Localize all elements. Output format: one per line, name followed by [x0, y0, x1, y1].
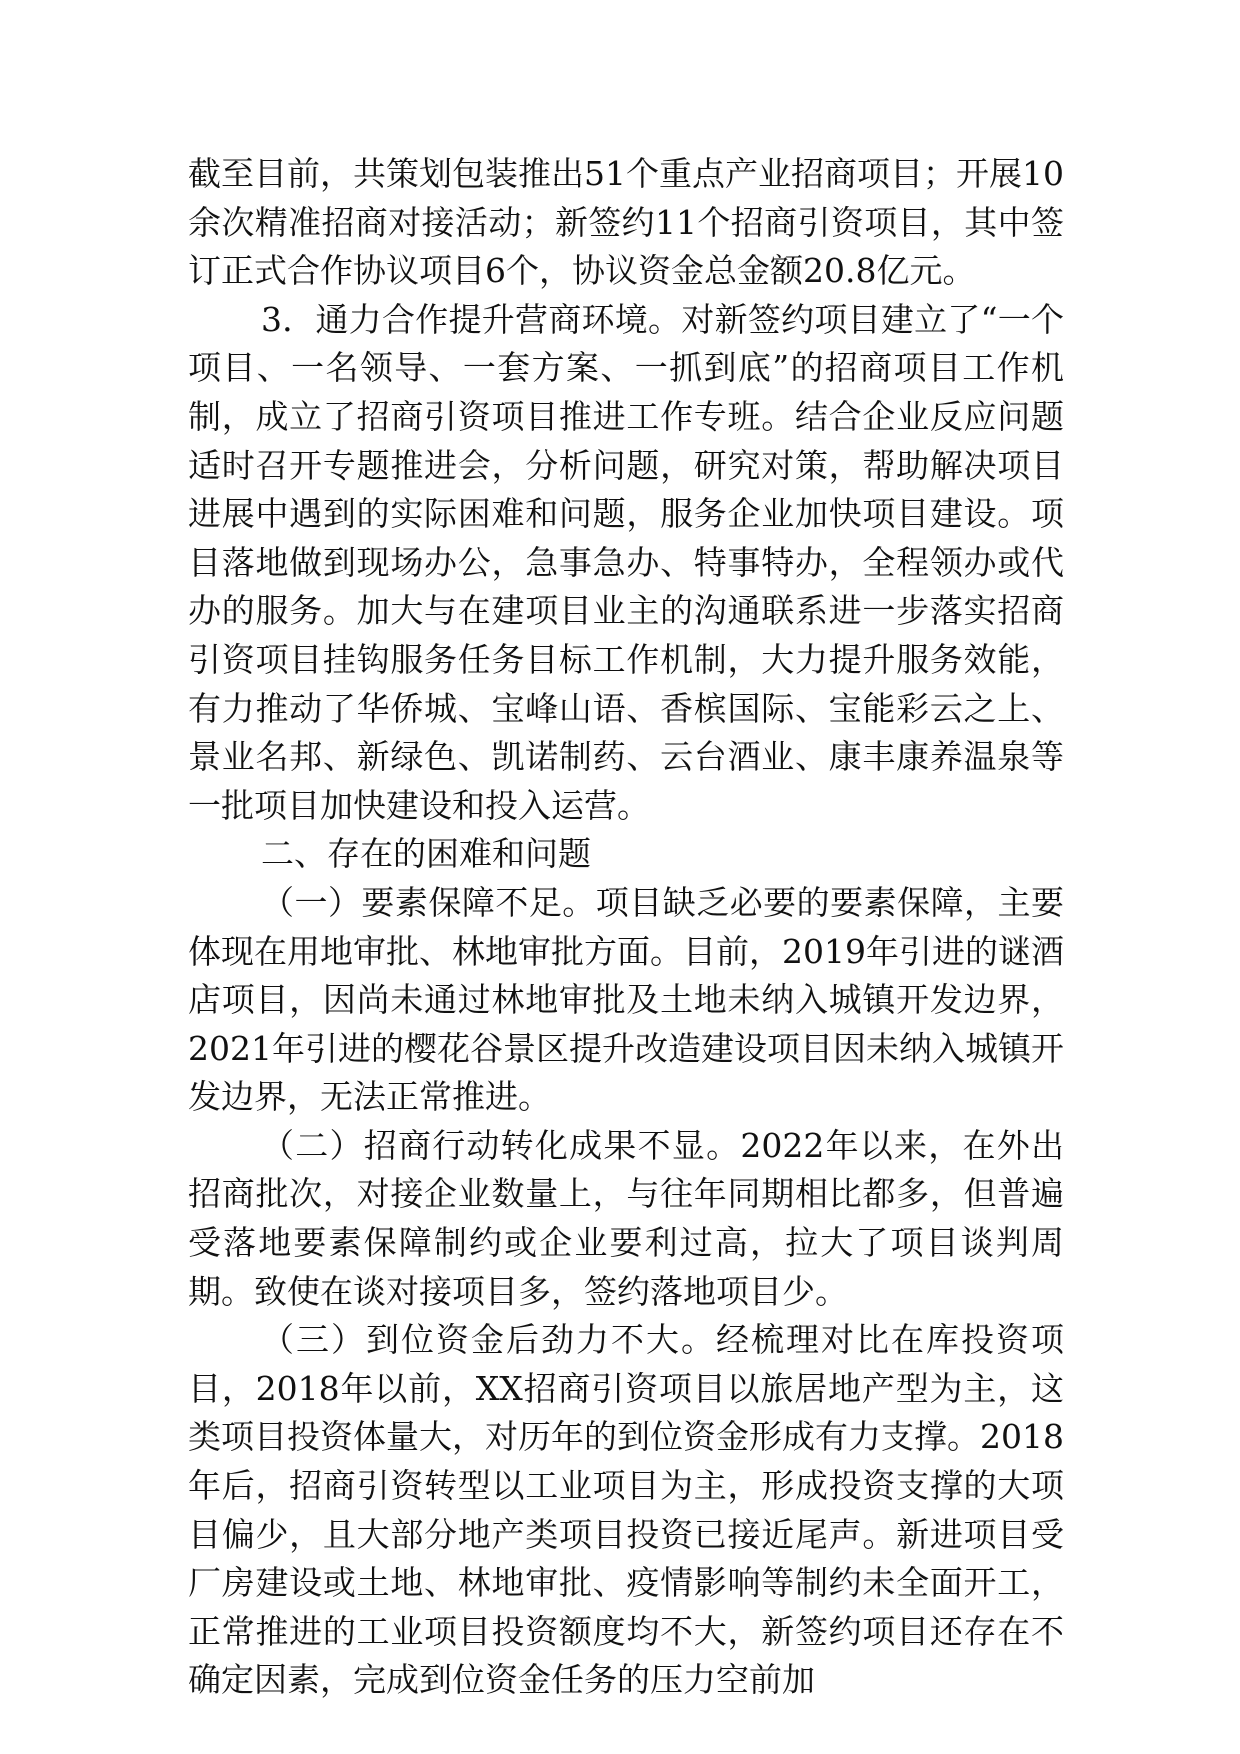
paragraph-investment-summary: 截至目前，共策划包装推出51个重点产业招商项目；开展10余次精准招商对接活动；新签约11个招商引资项目，其中签订正式合作协议项目6个，协议资金总金额20.8亿元。: [188, 154, 1064, 291]
paragraph-conversion-results: （二）招商行动转化成果不显。2022年以来，在外出招商批次，对接企业数量上，与往年同期相比都多，但普遍受落地要素保障制约或企业要利过高，拉大了项目谈判周期。致使在谈对接项目多，签约落地项目少。: [188, 1125, 1064, 1311]
paragraph-factor-guarantee: （一）要素保障不足。项目缺乏必要的要素保障，主要体现在用地审批、林地审批方面。目前，2019年引进的谜酒店项目，因尚未通过林地审批及土地未纳入城镇开发边界，2021年引进的樱花谷景区提升改造建设项目因未纳入城镇开发边界，无法正常推进。: [188, 882, 1064, 1117]
paragraph-business-environment: 3．通力合作提升营商环境。对新签约项目建立了“一个项目、一名领导、一套方案、一抓到底”的招商项目工作机制，成立了招商引资项目推进工作专班。结合企业反应问题适时召开专题推进会，分析问题，研究对策，帮助解决项目进展中遇到的实际困难和问题，服务企业加快项目建设。项目落地做到现场办公，急事急办、特事特办，全程领办或代办的服务。加大与在建项目业主的沟通联系进一步落实招商引资项目挂钩服务任务目标工作机制，大力提升服务效能，有力推动了华侨城、宝峰山语、香槟国际、宝能彩云之上、景业名邦、新绿色、凯诺制药、云台酒业、康丰康养温泉等一批项目加快建设和投入运营。: [188, 299, 1064, 825]
document-page: [188, 150, 1064, 1705]
section-heading-problems: 二、存在的困难和问题: [261, 834, 591, 874]
paragraph-funding-momentum: （三）到位资金后劲力不大。经梳理对比在库投资项目，2018年以前，XX招商引资项目以旅居地产型为主，这类项目投资体量大，对历年的到位资金形成有力支撑。2018年后，招商引资转型以工业项目为主，形成投资支撑的大项目偏少，且大部分地产类项目投资已接近尾声。新进项目受厂房建设或土地、林地审批、疫情影响等制约未全面开工，正常推进的工业项目投资额度均不大，新签约项目还存在不确定因素，完成到位资金任务的压力空前加: [188, 1320, 1064, 1700]
